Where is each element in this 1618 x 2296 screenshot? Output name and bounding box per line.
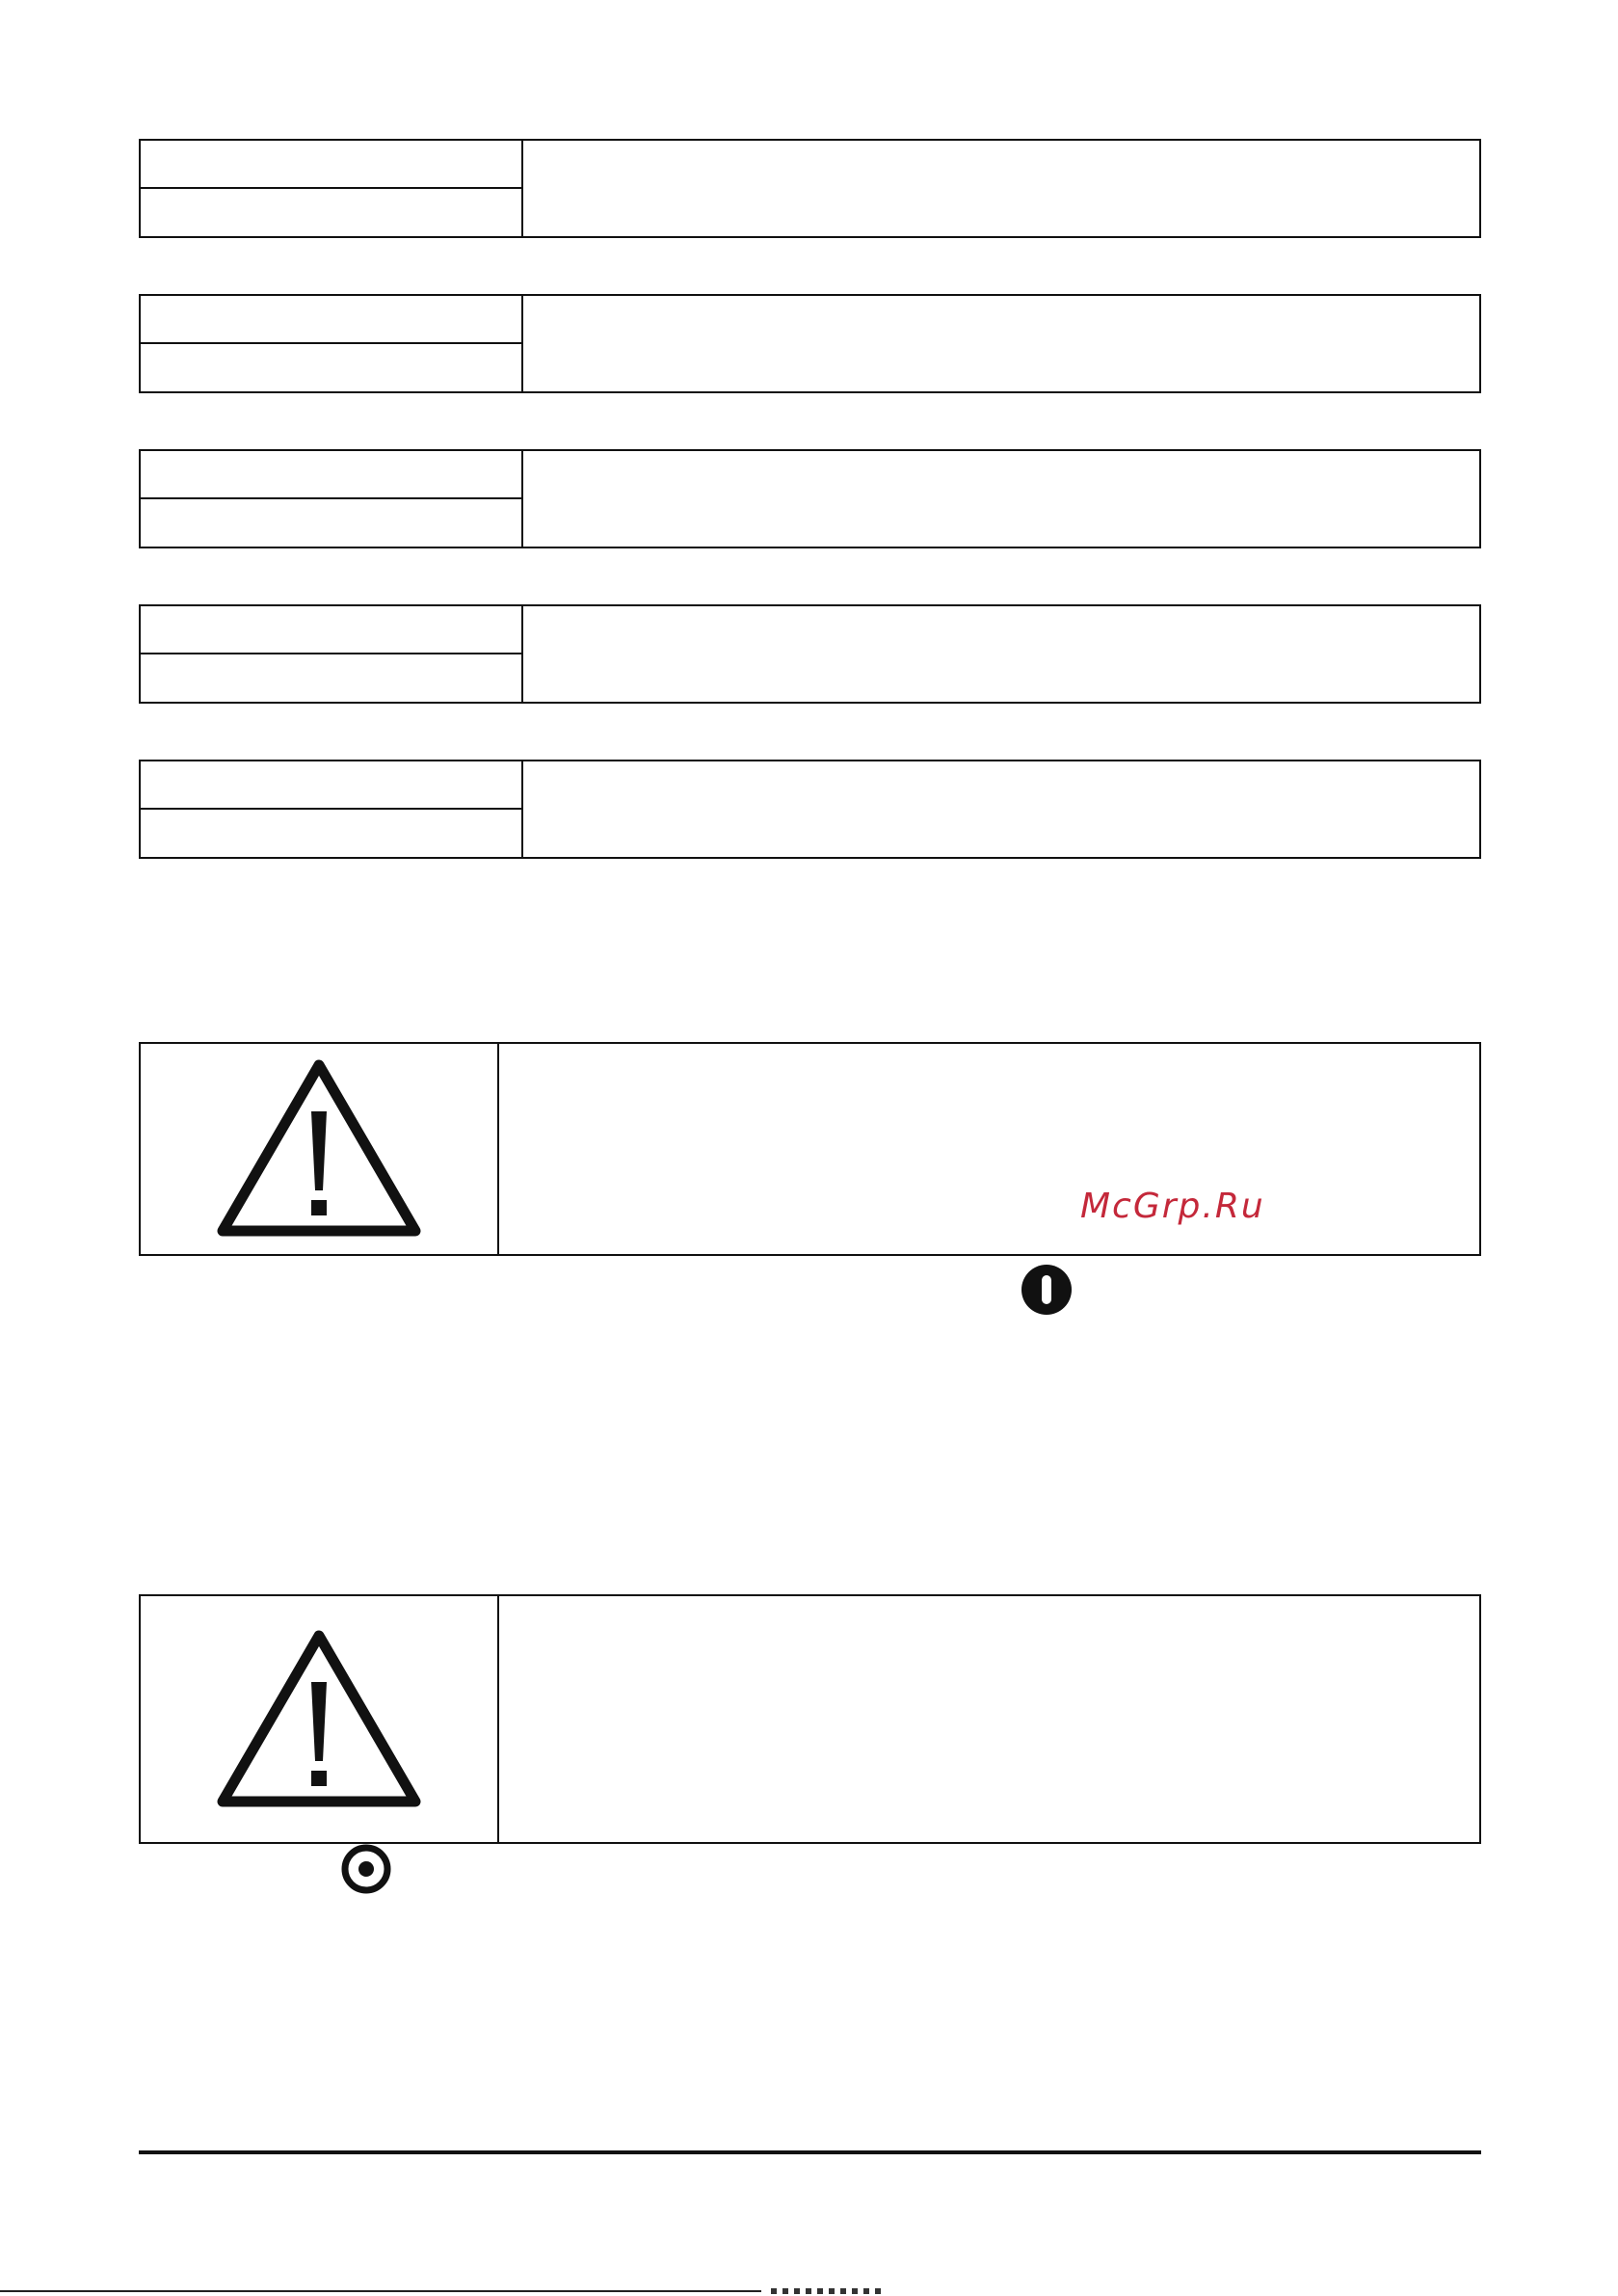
warning-text-cell	[499, 1044, 1479, 1254]
table-cell	[141, 606, 523, 654]
table-cell	[523, 451, 1479, 547]
scan-edge-line	[0, 2290, 761, 2292]
warning-box-1	[139, 1042, 1481, 1256]
info-table-1	[139, 139, 1481, 238]
power-button-icon	[1021, 1265, 1072, 1315]
table-cell	[141, 141, 523, 189]
warning-icon-cell	[141, 1044, 499, 1254]
warning-icon-cell	[141, 1596, 499, 1842]
warning-text-cell	[499, 1596, 1479, 1842]
table-cell	[523, 296, 1479, 391]
table-cell	[141, 344, 523, 392]
table-cell	[141, 189, 523, 237]
table-cell	[141, 654, 523, 703]
warning-box-2	[139, 1594, 1481, 1844]
warning-triangle-icon	[215, 1055, 423, 1242]
info-table-4	[139, 604, 1481, 704]
table-cell	[141, 499, 523, 547]
info-table-3	[139, 449, 1481, 548]
watermark: McGrp.Ru	[1080, 1187, 1265, 1226]
scan-edge-marks	[771, 2288, 887, 2294]
table-cell	[141, 451, 523, 499]
table-cell	[141, 761, 523, 810]
target-circle-icon	[341, 1844, 391, 1894]
footer-divider	[139, 2150, 1481, 2154]
table-cell	[523, 141, 1479, 236]
warning-triangle-icon	[215, 1626, 423, 1813]
info-table-5	[139, 760, 1481, 859]
table-cell	[523, 761, 1479, 857]
info-table-2	[139, 294, 1481, 393]
table-cell	[141, 296, 523, 344]
table-cell	[523, 606, 1479, 702]
table-cell	[141, 810, 523, 858]
